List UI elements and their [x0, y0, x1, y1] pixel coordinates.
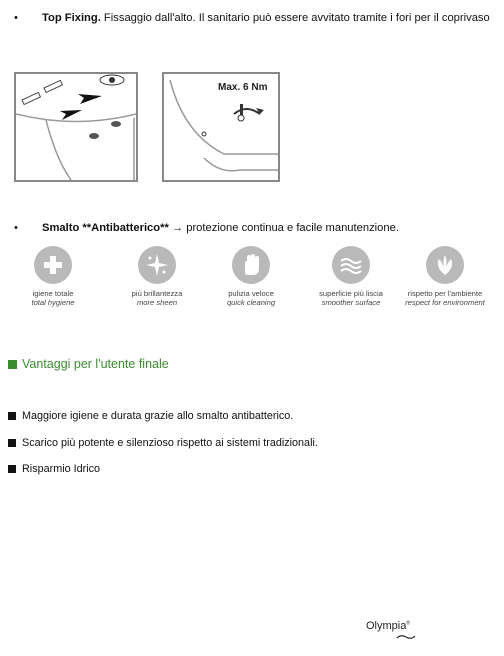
label-it: rispetto per l'ambiente — [407, 289, 483, 298]
leaf-icon — [426, 246, 464, 284]
feature-respect-environment — [400, 246, 490, 307]
feature-quick-cleaning — [206, 246, 296, 307]
smalto-paragraph — [14, 220, 494, 236]
torque-label: Max. 6 Nm — [218, 82, 268, 93]
top-fixing-diagram-left — [14, 72, 138, 182]
label-it: igiene totale — [32, 289, 74, 298]
feature-label — [8, 289, 98, 307]
waves-icon — [332, 246, 370, 284]
list-item — [8, 463, 100, 475]
label-en: respect for environment — [405, 298, 485, 307]
feature-label — [306, 289, 396, 307]
list-item-text: Risparmio Idrico — [22, 463, 100, 475]
feature-label — [206, 289, 296, 307]
label-it: più brillantezza — [131, 289, 183, 298]
eye-icon — [100, 75, 124, 85]
list-item-text: Maggiore igiene e durata grazie allo smalto antibatterico. — [22, 410, 294, 422]
smalto-heading: Smalto **Antibatterico** — [42, 222, 169, 234]
brand-name: Olympia — [366, 620, 407, 632]
list-item — [8, 437, 318, 449]
feature-more-sheen — [112, 246, 202, 307]
top-fixing-text: Fissaggio dall'alto. Il sanitario può essere avvitato tramite i fori per il coprivaso — [100, 12, 490, 24]
list-item — [8, 410, 293, 422]
list-marker — [8, 465, 16, 473]
label-en: smoother surface — [321, 298, 381, 307]
label-it: pulizia veloce — [228, 289, 274, 298]
plus-icon — [34, 246, 72, 284]
label-en: total hygiene — [31, 298, 75, 307]
sparkle-icon — [138, 246, 176, 284]
brand-mark: ® — [406, 620, 411, 627]
feature-label — [112, 289, 202, 307]
section-title — [8, 357, 169, 371]
smalto-text: → protezione continua e facile manutenzione. — [168, 222, 399, 234]
feature-label — [400, 289, 490, 307]
brand-swoosh-icon — [396, 634, 416, 640]
top-fixing-heading: Top Fixing. — [42, 12, 101, 24]
label-it: superficie più liscia — [319, 289, 383, 298]
list-item-text: Scarico più potente e silenzioso rispetto ai sistemi tradizionali. — [22, 437, 318, 449]
bolt-icon — [22, 80, 62, 104]
top-fixing-paragraph — [14, 10, 494, 26]
arrow-icon — [60, 110, 82, 120]
feature-total-hygiene — [8, 246, 98, 307]
screw-icon — [240, 104, 243, 116]
list-marker — [8, 439, 16, 447]
feature-smoother-surface — [306, 246, 396, 307]
bullet: • — [14, 12, 18, 24]
top-fixing-diagram-right — [162, 72, 280, 182]
label-en: more sheen — [136, 298, 178, 307]
hand-icon — [232, 246, 270, 284]
list-marker — [8, 412, 16, 420]
section-marker — [8, 360, 17, 369]
brand-logo — [366, 620, 410, 632]
label-en: quick cleaning — [226, 298, 276, 307]
bullet: • — [14, 222, 18, 234]
section-title-text: Vantaggi per l'utente finale — [22, 357, 169, 371]
bolt-insertion-illustration — [16, 74, 136, 180]
